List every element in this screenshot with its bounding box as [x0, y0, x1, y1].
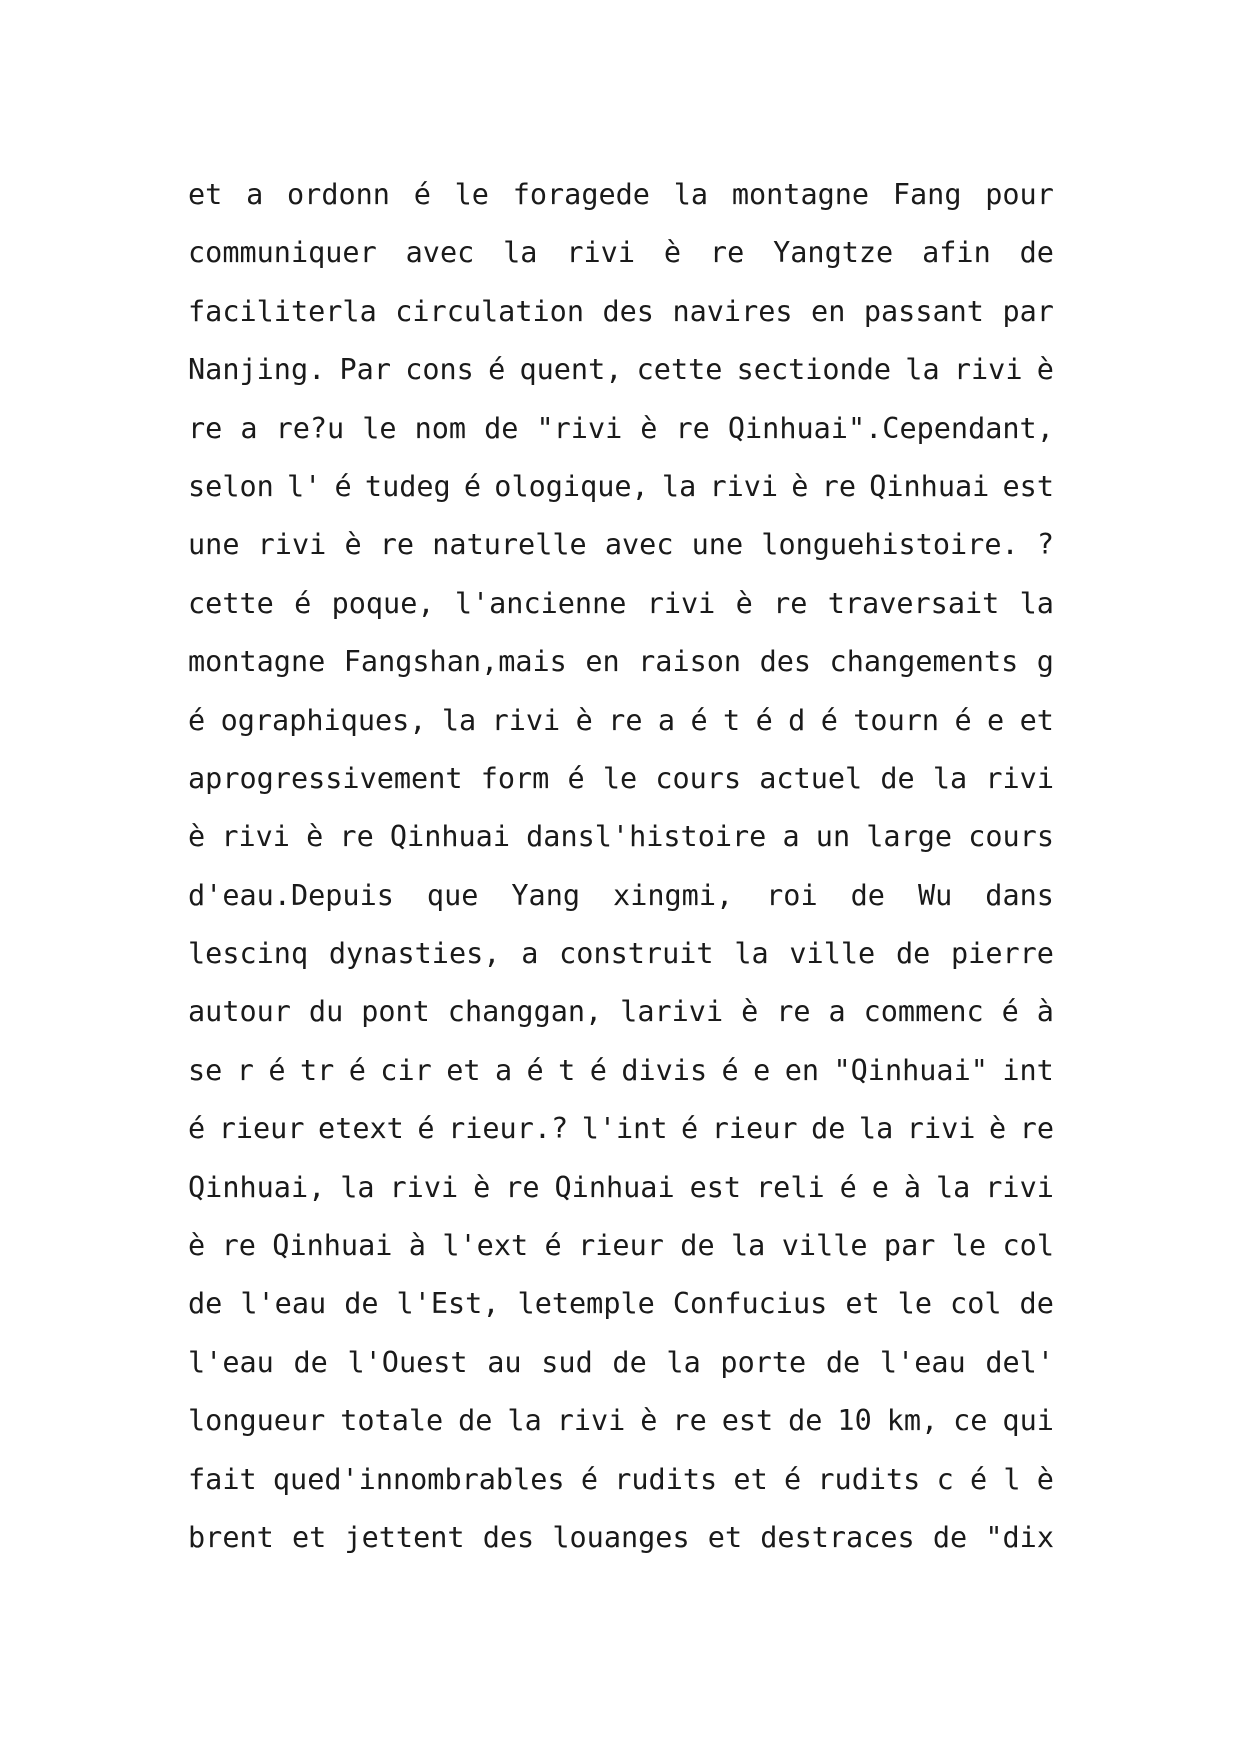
text-word: poque,: [331, 586, 435, 620]
text-word: é: [721, 1053, 739, 1087]
text-word: en: [784, 1053, 820, 1087]
text-word: ville: [781, 1229, 868, 1263]
text-word: cette: [636, 353, 723, 387]
text-word: de: [880, 761, 915, 795]
text-word: cours: [968, 820, 1054, 854]
text-word: Qinhuai: [389, 820, 510, 854]
text-word: circulation: [395, 294, 584, 328]
text-word: t: [723, 703, 741, 737]
text-word: et: [1019, 703, 1054, 737]
text-word: rieur.?: [448, 1112, 569, 1146]
text-word: g: [1036, 645, 1054, 679]
text-word: et: [291, 1520, 327, 1554]
text-word: rivi: [906, 1112, 976, 1146]
text-word: tourn: [853, 703, 940, 737]
text-word: re: [188, 411, 223, 445]
text-word: est: [1002, 469, 1054, 503]
text-word: ville: [789, 937, 876, 971]
text-word: la: [340, 1170, 375, 1204]
text-line: [188, 400, 1054, 458]
text-word: de: [188, 1287, 223, 1321]
text-word: è: [575, 703, 593, 737]
text-word: totale: [340, 1404, 444, 1438]
text-word: é: [690, 703, 708, 737]
text-word: é: [589, 1053, 607, 1087]
text-line: [188, 983, 1054, 1041]
text-word: pont: [361, 995, 430, 1029]
text-word: re?u: [275, 411, 345, 445]
text-word: é: [463, 469, 482, 503]
text-word: "dix: [985, 1520, 1054, 1554]
text-word: commenc: [863, 995, 984, 1029]
text-line: [188, 1100, 1054, 1158]
text-word: ?: [1036, 528, 1054, 562]
text-word: l'eau: [240, 1287, 327, 1321]
text-word: Fang: [892, 178, 962, 211]
text-line: [188, 1159, 1054, 1217]
text-word: rivi: [709, 469, 779, 503]
text-word: rivi: [221, 820, 290, 854]
text-word: cette: [188, 586, 274, 620]
text-word: de: [895, 937, 931, 971]
text-line: [188, 925, 1054, 983]
text-word: et: [707, 1520, 743, 1554]
text-word: la: [673, 178, 709, 211]
text-word: rivi: [491, 703, 561, 737]
text-line: [188, 750, 1054, 808]
text-word: faciliterla: [188, 294, 377, 328]
text-word: divis: [621, 1053, 708, 1087]
text-word: rudits: [614, 1462, 718, 1496]
text-word: Qinhuai: [869, 469, 990, 503]
text-word: re: [608, 703, 643, 737]
text-word: letemple: [517, 1287, 655, 1321]
text-word: changements: [829, 645, 1019, 679]
text-word: l'eau: [879, 1345, 966, 1379]
text-word: é: [188, 703, 206, 737]
text-word: r: [236, 1053, 254, 1087]
text-word: pierre: [951, 937, 1054, 971]
text-word: le: [362, 411, 397, 445]
text-word: re: [821, 469, 856, 503]
text-word: rudits: [817, 1462, 921, 1496]
text-word: a: [828, 995, 846, 1029]
text-word: é: [334, 469, 352, 503]
text-line: [188, 516, 1054, 574]
text-word: sud: [541, 1345, 593, 1379]
text-line: [188, 1275, 1054, 1333]
text-word: Par: [339, 353, 391, 387]
text-word: traversait: [827, 586, 1000, 620]
text-word: t: [558, 1053, 576, 1087]
text-word: cours: [655, 761, 742, 795]
text-word: é: [954, 703, 972, 737]
text-word: rivi: [953, 353, 1023, 387]
text-word: une: [188, 528, 240, 562]
text-word: è: [735, 586, 753, 620]
text-word: selon: [188, 469, 274, 503]
text-word: construit: [559, 937, 714, 971]
text-line: [188, 1451, 1054, 1509]
text-word: par: [1002, 294, 1054, 328]
text-word: é: [755, 703, 773, 737]
text-word: au: [487, 1345, 522, 1379]
text-word: raison: [638, 645, 742, 679]
text-word: a: [246, 178, 264, 211]
text-word: è: [1036, 1462, 1054, 1496]
text-word: le: [951, 1229, 987, 1263]
text-word: longuehistoire.: [761, 528, 1019, 562]
text-word: 10: [837, 1404, 872, 1438]
text-word: de: [680, 1229, 715, 1263]
text-word: re: [379, 528, 415, 562]
text-word: larivi: [620, 995, 724, 1029]
text-word: la: [1019, 586, 1054, 620]
text-word: é: [348, 1053, 366, 1087]
text-word: Wu: [917, 878, 953, 912]
text-word: rieur: [218, 1112, 305, 1146]
text-word: è: [473, 1170, 491, 1204]
text-word: changgan,: [447, 995, 603, 1029]
text-word: tr: [299, 1053, 335, 1087]
text-word: e: [987, 703, 1005, 737]
text-word: ographiques,: [220, 703, 427, 737]
text-word: longueur: [188, 1404, 326, 1438]
text-word: Yang: [511, 878, 581, 912]
text-word: e: [871, 1170, 889, 1204]
text-word: dansl'histoire: [526, 820, 767, 854]
text-word: rivi: [257, 528, 327, 562]
text-word: l'ext: [442, 1229, 529, 1263]
text-word: é: [188, 1112, 206, 1146]
text-word: la: [666, 1345, 701, 1379]
text-word: rivi: [556, 1404, 626, 1438]
text-word: rivi: [646, 586, 716, 620]
text-word: re: [709, 236, 745, 270]
text-word: le: [602, 761, 638, 795]
text-word: è: [663, 236, 682, 270]
text-word: é: [820, 703, 838, 737]
text-word: é: [681, 1112, 699, 1146]
text-word: cons: [405, 353, 474, 387]
text-word: è: [1036, 353, 1054, 387]
text-word: est: [721, 1404, 774, 1438]
text-word: rieur: [711, 1112, 798, 1146]
text-line: [188, 166, 1054, 224]
text-line: [188, 1042, 1054, 1100]
text-word: destraces: [760, 1520, 915, 1554]
text-word: la: [441, 703, 477, 737]
text-word: montagne: [731, 178, 870, 211]
text-word: re: [505, 1170, 540, 1204]
text-word: navires: [672, 294, 793, 328]
text-word: del': [985, 1345, 1054, 1379]
text-word: la: [734, 937, 769, 971]
text-word: è: [741, 995, 759, 1029]
text-word: rivi: [389, 1170, 459, 1204]
text-word: l: [1003, 1462, 1021, 1496]
text-word: de: [811, 1112, 846, 1146]
text-word: et: [188, 178, 223, 211]
text-word: col: [1002, 1229, 1054, 1263]
text-word: é: [783, 1462, 802, 1496]
text-word: le: [454, 178, 489, 211]
text-word: é: [294, 586, 312, 620]
text-line: [188, 1392, 1054, 1450]
text-word: "rivi: [536, 411, 623, 445]
text-word: un: [815, 820, 851, 854]
text-word: par: [883, 1229, 936, 1263]
text-word: communiquer: [188, 236, 377, 270]
text-word: re: [675, 411, 710, 445]
text-word: à: [408, 1229, 426, 1263]
text-word: la: [905, 353, 940, 387]
text-word: è: [188, 820, 206, 854]
text-word: passant: [863, 294, 984, 328]
text-word: re: [221, 1229, 256, 1263]
text-word: des: [759, 645, 812, 679]
text-word: re: [773, 586, 808, 620]
text-word: se: [188, 1053, 223, 1087]
text-word: re: [776, 995, 811, 1029]
text-word: foragede: [512, 178, 650, 211]
text-word: fait: [188, 1462, 257, 1496]
text-word: roi: [766, 878, 818, 912]
text-word: etext: [318, 1112, 404, 1146]
text-line: [188, 341, 1054, 399]
text-word: lescinq: [188, 937, 309, 971]
text-word: en: [585, 645, 620, 679]
text-word: la: [731, 1229, 766, 1263]
text-word: de: [293, 1345, 328, 1379]
text-word: è: [306, 820, 324, 854]
text-word: reli: [756, 1170, 825, 1204]
text-word: re: [672, 1404, 707, 1438]
text-word: é: [839, 1170, 857, 1204]
text-word: Qinhuai: [554, 1170, 675, 1204]
text-word: l'Ouest: [347, 1345, 468, 1379]
text-word: è: [640, 411, 658, 445]
text-word: d: [788, 703, 806, 737]
text-word: a: [782, 820, 800, 854]
text-word: Confucius: [672, 1287, 828, 1321]
text-word: de: [850, 878, 885, 912]
text-word: re: [1019, 1112, 1054, 1146]
body-text: [188, 166, 1054, 1567]
text-word: la: [932, 761, 968, 795]
text-word: sectionde: [736, 353, 892, 387]
text-word: dans: [985, 878, 1054, 912]
text-line: [188, 458, 1054, 516]
text-word: rieur: [578, 1229, 664, 1263]
text-word: Yangtze: [773, 236, 894, 270]
text-word: que: [426, 878, 479, 912]
text-word: é: [413, 178, 431, 211]
text-word: c: [936, 1462, 954, 1496]
text-word: ce: [953, 1404, 988, 1438]
text-word: l'int: [581, 1112, 668, 1146]
text-word: le: [897, 1287, 932, 1321]
text-word: ordonn: [287, 178, 390, 211]
text-word: afin: [922, 236, 991, 270]
text-word: quent,: [519, 353, 623, 387]
text-word: la: [858, 1112, 894, 1146]
text-word: en: [811, 294, 846, 328]
text-word: qued'innombrables: [272, 1462, 565, 1496]
text-word: à: [1036, 995, 1054, 1029]
text-line: [188, 1217, 1054, 1275]
text-word: de: [484, 411, 519, 445]
text-line: [188, 808, 1054, 866]
text-word: d'eau.Depuis: [188, 878, 394, 912]
text-word: la: [661, 469, 697, 503]
text-word: Qinhuai".Cependant,: [727, 411, 1054, 445]
text-line: [188, 224, 1054, 282]
text-word: col: [950, 1287, 1002, 1321]
text-word: pour: [985, 178, 1054, 211]
text-line: [188, 633, 1054, 691]
text-line: [188, 692, 1054, 750]
text-word: a: [240, 411, 258, 445]
text-word: é: [1001, 995, 1019, 1029]
text-word: de: [825, 1345, 861, 1379]
text-word: é: [268, 1053, 286, 1087]
text-word: xingmi,: [613, 878, 734, 912]
text-word: la: [503, 236, 538, 270]
text-word: è: [791, 469, 809, 503]
text-word: l'ancienne: [454, 586, 627, 620]
text-word: de: [1019, 1287, 1054, 1321]
text-word: è: [640, 1404, 658, 1438]
text-word: et: [845, 1287, 880, 1321]
text-word: è: [344, 528, 362, 562]
text-word: nom: [414, 411, 467, 445]
text-line: [188, 1334, 1054, 1392]
text-word: de: [344, 1287, 379, 1321]
text-word: rivi: [985, 761, 1054, 795]
text-word: a: [521, 937, 539, 971]
text-word: a: [657, 703, 676, 737]
text-word: actuel: [759, 761, 863, 795]
text-word: et: [733, 1462, 768, 1496]
text-word: une: [691, 528, 744, 562]
text-word: Nanjing.: [188, 353, 326, 387]
text-word: avec: [604, 528, 674, 562]
text-word: é: [488, 353, 506, 387]
text-word: de: [788, 1404, 823, 1438]
text-word: autour: [188, 995, 291, 1029]
text-word: montagne: [188, 645, 326, 679]
text-word: int: [1002, 1053, 1054, 1087]
text-word: l'eau: [188, 1345, 274, 1379]
text-word: des: [602, 294, 654, 328]
text-word: tudeg: [364, 469, 451, 503]
text-word: jettent: [344, 1520, 465, 1554]
text-line: [188, 283, 1054, 341]
text-word: la: [507, 1404, 542, 1438]
text-word: rivi: [985, 1170, 1054, 1204]
text-line: [188, 575, 1054, 633]
text-word: large: [866, 820, 953, 854]
text-word: brent: [188, 1520, 274, 1554]
text-word: é: [567, 761, 585, 795]
text-word: à: [903, 1170, 922, 1204]
text-word: form: [480, 761, 550, 795]
text-word: re: [339, 820, 374, 854]
text-word: km,: [886, 1404, 939, 1438]
text-word: aprogressivement: [188, 761, 463, 795]
text-word: de: [1019, 236, 1054, 270]
text-word: é: [544, 1229, 562, 1263]
text-word: des: [482, 1520, 535, 1554]
text-line: [188, 1509, 1054, 1567]
text-word: é: [969, 1462, 988, 1496]
text-word: é: [580, 1462, 598, 1496]
text-word: é: [417, 1112, 435, 1146]
text-word: è: [988, 1112, 1007, 1146]
text-word: louanges: [552, 1520, 690, 1554]
text-word: naturelle: [432, 528, 587, 562]
text-word: et: [446, 1053, 481, 1087]
text-word: rivi: [566, 236, 635, 270]
text-word: l'Est,: [396, 1287, 500, 1321]
text-word: cir: [380, 1053, 432, 1087]
text-word: porte: [720, 1345, 807, 1379]
text-word: "Qinhuai": [833, 1053, 988, 1087]
text-word: é: [526, 1053, 544, 1087]
text-line: [188, 867, 1054, 925]
text-word: avec: [405, 236, 475, 270]
text-word: a: [494, 1053, 513, 1087]
text-word: ologique,: [494, 469, 649, 503]
text-word: l': [287, 469, 322, 503]
text-word: qui: [1002, 1404, 1054, 1438]
text-word: est: [689, 1170, 742, 1204]
text-word: de: [932, 1520, 968, 1554]
text-word: la: [935, 1170, 971, 1204]
text-word: Qinhuai: [272, 1229, 393, 1263]
text-word: Qinhuai,: [188, 1170, 326, 1204]
text-word: du: [308, 995, 344, 1029]
text-word: Fangshan,mais: [343, 645, 567, 679]
text-word: e: [753, 1053, 771, 1087]
text-word: è: [188, 1229, 206, 1263]
text-word: de: [458, 1404, 493, 1438]
text-word: dynasties,: [328, 937, 501, 971]
text-word: de: [612, 1345, 647, 1379]
